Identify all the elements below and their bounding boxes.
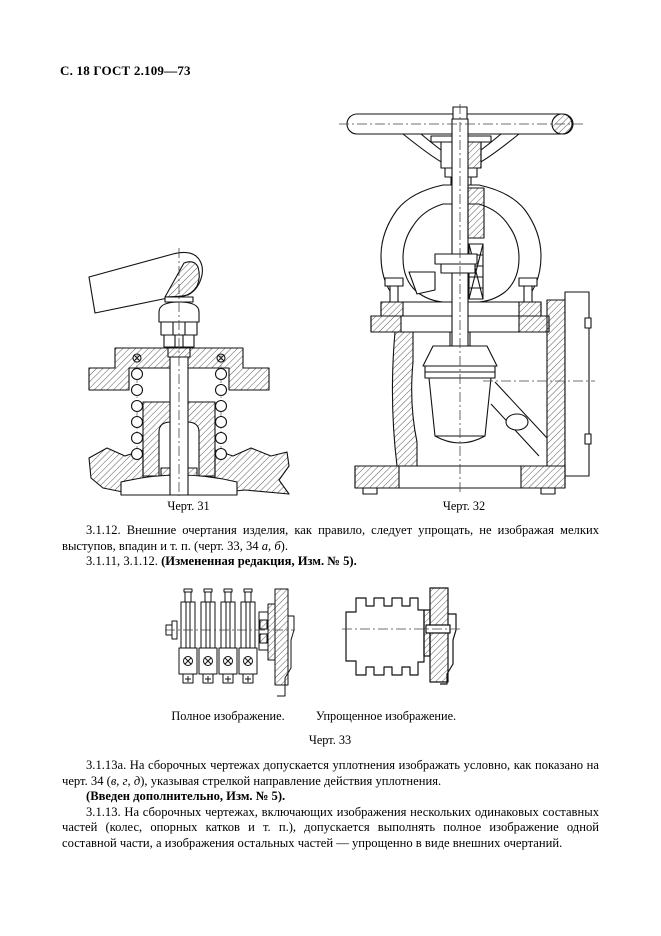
fig33-left-label: Полное изображение. — [171, 709, 285, 723]
fig33-simplified-image-drawing — [342, 584, 462, 692]
p312-line — [62, 523, 599, 554]
p311-312-bold: (Измененная редакция, Изм. № 5). — [161, 554, 357, 569]
page-header: С. 18 ГОСТ 2.109—73 — [60, 63, 191, 78]
paragraph-3-1-12 — [62, 523, 599, 570]
paragraph-3-1-13 — [62, 758, 599, 852]
fig32-caption: Черт. 32 — [442, 499, 486, 513]
p311-312-line — [62, 554, 599, 570]
p313a-note-bold: (Введен дополнительно, Изм. № 5). — [86, 789, 286, 804]
p313a-note-line — [62, 789, 599, 805]
fig32-angle-valve-drawing — [333, 104, 595, 496]
p313a-italic: в, г, д — [110, 773, 141, 788]
p313a-line — [62, 758, 599, 789]
p312-tail: ). — [280, 538, 289, 553]
fig31-caption: Черт. 31 — [167, 499, 210, 513]
p313-text: 3.1.13. На сборочных чертежах, включающих изображения нескольких одинаковых составных частей (колес, опорных катков и т. п.), допускается выполнять полное изображение одной составной части, а изображения остальных частей — упрощенно в виде внешних очертаний. — [62, 804, 599, 850]
fig31-lever-valve-drawing — [85, 246, 292, 496]
p312-text: 3.1.12. Внешние очертания изделия, как правило, следует упрощать, не изображая мелких выступов, впадин и т. п. (черт. 33, 34 — [62, 523, 599, 553]
fig33-full-image-drawing — [165, 584, 295, 700]
fig33-caption: Черт. 33 — [308, 733, 352, 747]
p313a-text: 3.1.13а. На сборочных чертежах допускается уплотнения изображать условно, как показано на черт. 34 ( — [62, 758, 599, 788]
p312-italic: а, б — [261, 538, 281, 553]
p313a-tail: ), указывая стрелкой направление действия уплотнения. — [140, 773, 442, 788]
p311-312-text: 3.1.11, 3.1.12. — [86, 554, 162, 569]
fig33-right-label: Упрощенное изображение. — [315, 709, 457, 723]
p313-line — [62, 805, 599, 852]
